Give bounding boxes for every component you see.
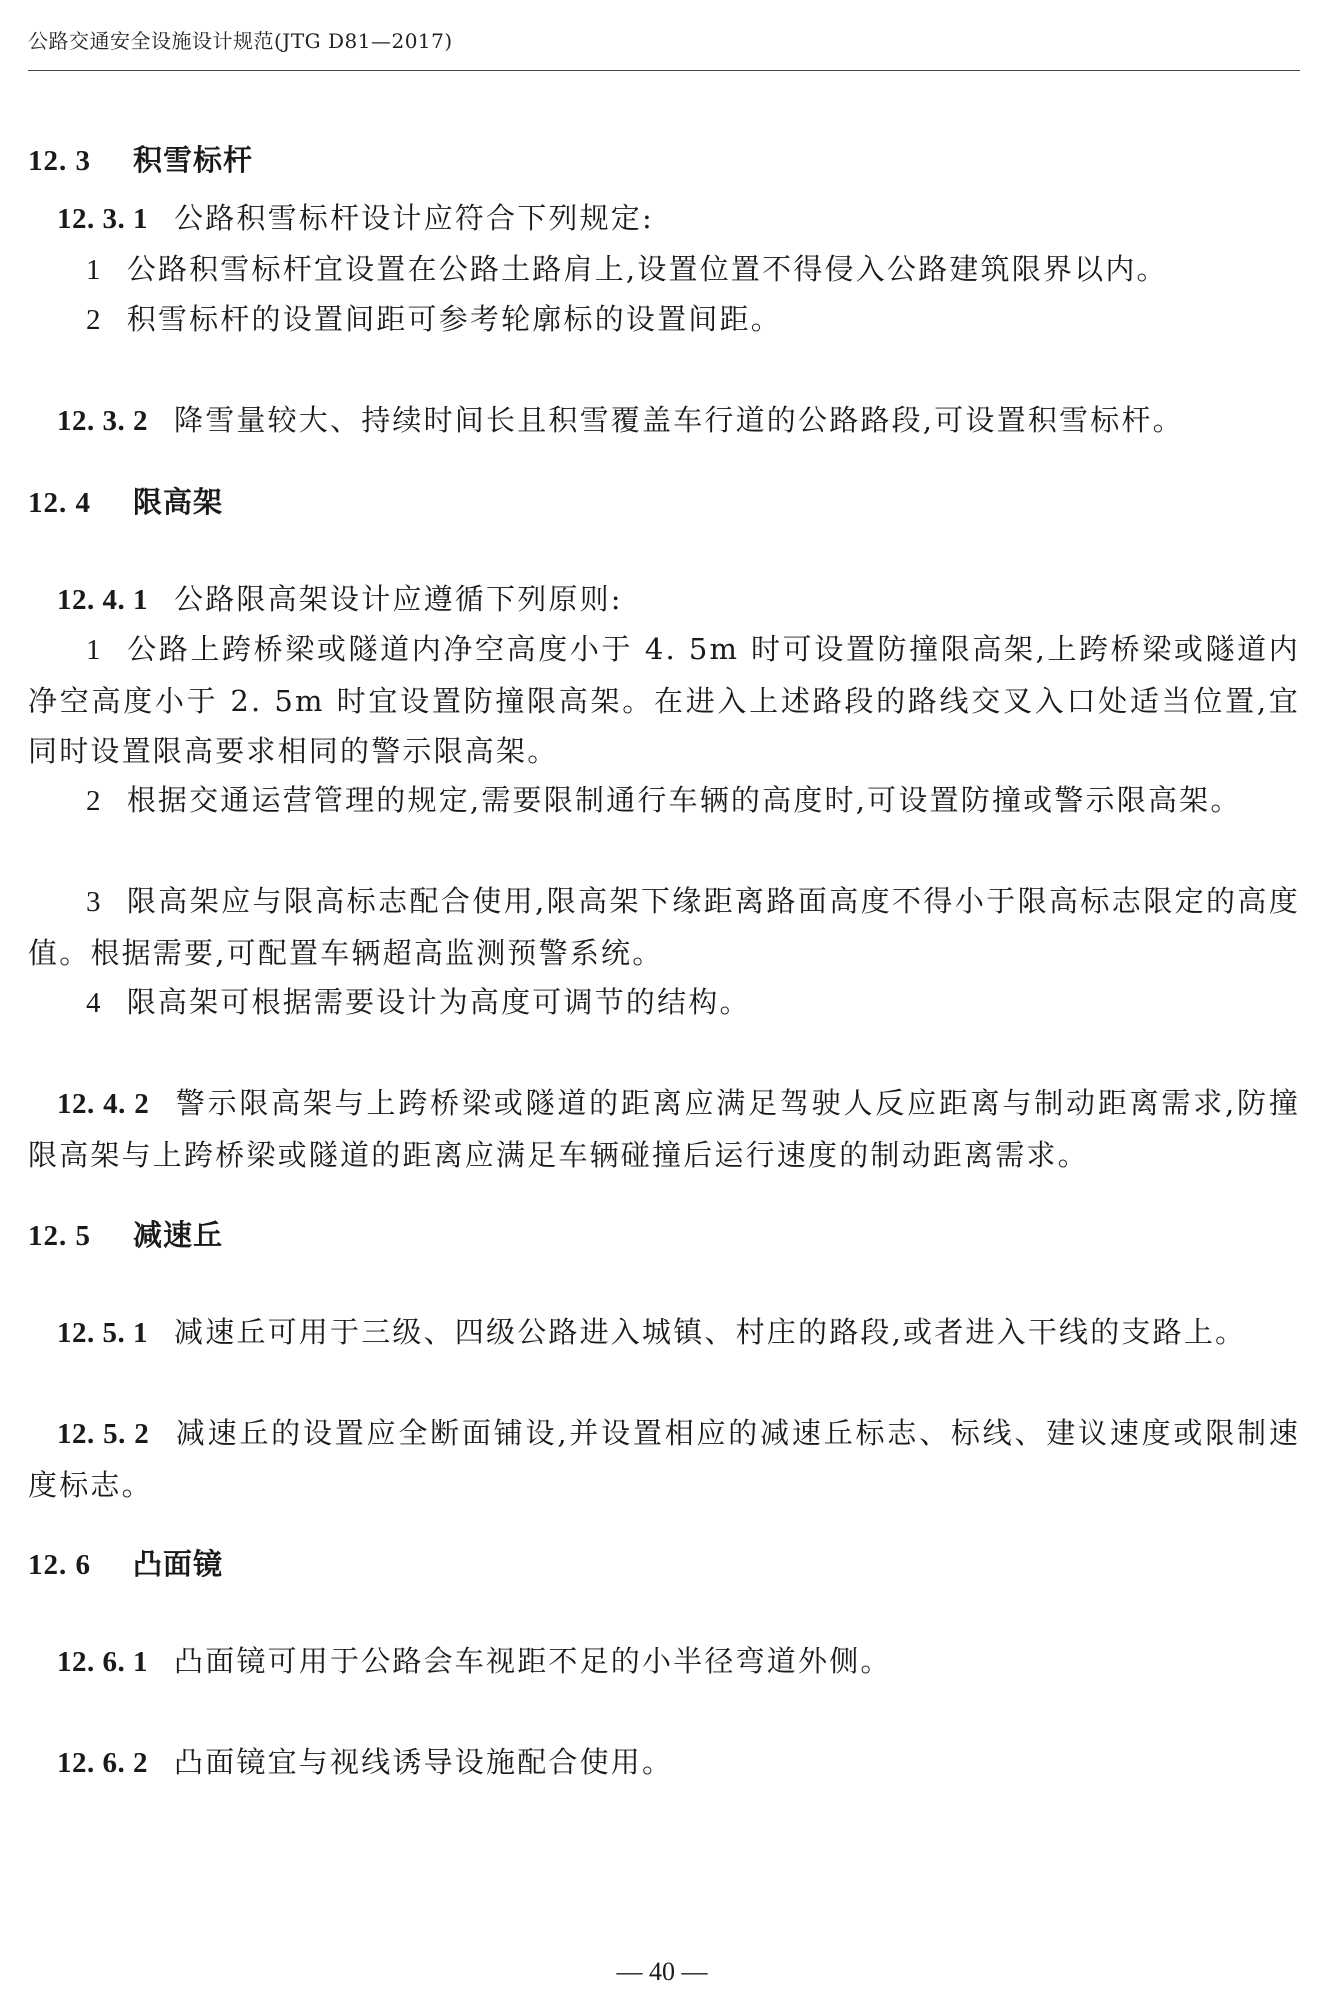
item-number: 2 xyxy=(86,304,103,336)
clause-text: 凸面镜宜与视线诱导设施配合使用。 xyxy=(174,1745,674,1779)
clause-text: 凸面镜可用于公路会车视距不足的小半径弯道外侧。 xyxy=(174,1644,892,1678)
clause-12-5-2 xyxy=(28,1408,1300,1510)
item-text: 限高架可根据需要设计为高度可调节的结构。 xyxy=(126,985,751,1019)
section-number: 12. 6 xyxy=(28,1549,91,1581)
clause-text: 公路积雪标杆设计应符合下列规定: xyxy=(174,201,654,235)
section-heading-12-5 xyxy=(28,1215,1300,1256)
item-number: 2 xyxy=(86,785,103,817)
item-text: 根据交通运营管理的规定,需要限制通行车辆的高度时,可设置防撞或警示限高架。 xyxy=(126,783,1242,817)
section-title: 凸面镜 xyxy=(133,1547,224,1581)
item-number: 4 xyxy=(86,987,103,1019)
item-text: 限高架应与限高标志配合使用,限高架下缘距离路面高度不得小于限高标志限定的高度值。根据需要,可配置车辆超高监测预警系统。 xyxy=(28,884,1300,970)
section-heading-12-4 xyxy=(28,482,1300,523)
clause-text: 减速丘可用于三级、四级公路进入城镇、村庄的路段,或者进入干线的支路上。 xyxy=(174,1315,1247,1349)
clause-12-3-1 xyxy=(28,193,1300,245)
item-12-4-1-2 xyxy=(28,775,1300,827)
item-12-3-1-1 xyxy=(28,244,1300,296)
clause-12-4-2 xyxy=(28,1078,1300,1180)
section-number: 12. 5 xyxy=(28,1220,91,1252)
item-12-4-1-3 xyxy=(28,876,1300,978)
clause-number: 12. 3. 1 xyxy=(57,203,148,235)
section-title: 减速丘 xyxy=(133,1218,224,1252)
clause-number: 12. 5. 2 xyxy=(57,1418,150,1450)
clause-12-3-2 xyxy=(28,395,1300,447)
item-number: 1 xyxy=(86,634,103,666)
section-heading-12-3 xyxy=(28,140,1300,181)
section-title: 积雪标杆 xyxy=(133,143,254,177)
section-number: 12. 3 xyxy=(28,145,91,177)
section-heading-12-6 xyxy=(28,1544,1300,1585)
clause-number: 12. 6. 2 xyxy=(57,1747,148,1779)
clause-number: 12. 4. 2 xyxy=(57,1088,150,1120)
clause-12-5-1 xyxy=(28,1307,1300,1359)
clause-12-4-1 xyxy=(28,574,1300,626)
clause-number: 12. 6. 1 xyxy=(57,1646,148,1678)
clause-12-6-1 xyxy=(28,1636,1300,1688)
clause-text: 减速丘的设置应全断面铺设,并设置相应的减速丘标志、标线、建议速度或限制速度标志。 xyxy=(28,1416,1301,1502)
item-12-4-1-4 xyxy=(28,977,1300,1029)
item-12-3-1-2 xyxy=(28,294,1300,346)
clause-number: 12. 5. 1 xyxy=(57,1317,148,1349)
clause-text: 公路限高架设计应遵循下列原则: xyxy=(174,582,623,616)
page-number: — 40 — xyxy=(616,1957,708,1986)
clause-number: 12. 4. 1 xyxy=(57,584,148,616)
item-number: 3 xyxy=(86,886,103,918)
section-number: 12. 4 xyxy=(28,487,91,519)
item-12-4-1-1 xyxy=(28,624,1300,777)
clause-number: 12. 3. 2 xyxy=(57,405,148,437)
item-text: 积雪标杆的设置间距可参考轮廓标的设置间距。 xyxy=(126,302,782,336)
clause-text: 警示限高架与上跨桥梁或隧道的距离应满足驾驶人反应距离与制动距离需求,防撞限高架与上跨桥梁或隧道的距离应满足车辆碰撞后运行速度的制动距离需求。 xyxy=(28,1086,1301,1172)
item-text: 公路上跨桥梁或隧道内净空高度小于 4. 5m 时可设置防撞限高架,上跨桥梁或隧道内净空高度小于 2. 5m 时宜设置防撞限高架。在进入上述路段的路线交叉入口处适当位置,宜同时设置限高要求相同的警示限高架。 xyxy=(28,632,1300,768)
item-text: 公路积雪标杆宜设置在公路土路肩上,设置位置不得侵入公路建筑限界以内。 xyxy=(126,252,1168,286)
clause-12-6-2 xyxy=(28,1737,1300,1789)
clause-text: 降雪量较大、持续时间长且积雪覆盖车行道的公路路段,可设置积雪标杆。 xyxy=(174,403,1184,437)
item-number: 1 xyxy=(86,254,103,286)
running-header: 公路交通安全设施设计规范(JTG D81—2017) xyxy=(28,29,453,53)
header-rule xyxy=(28,70,1300,71)
section-title: 限高架 xyxy=(133,485,224,519)
